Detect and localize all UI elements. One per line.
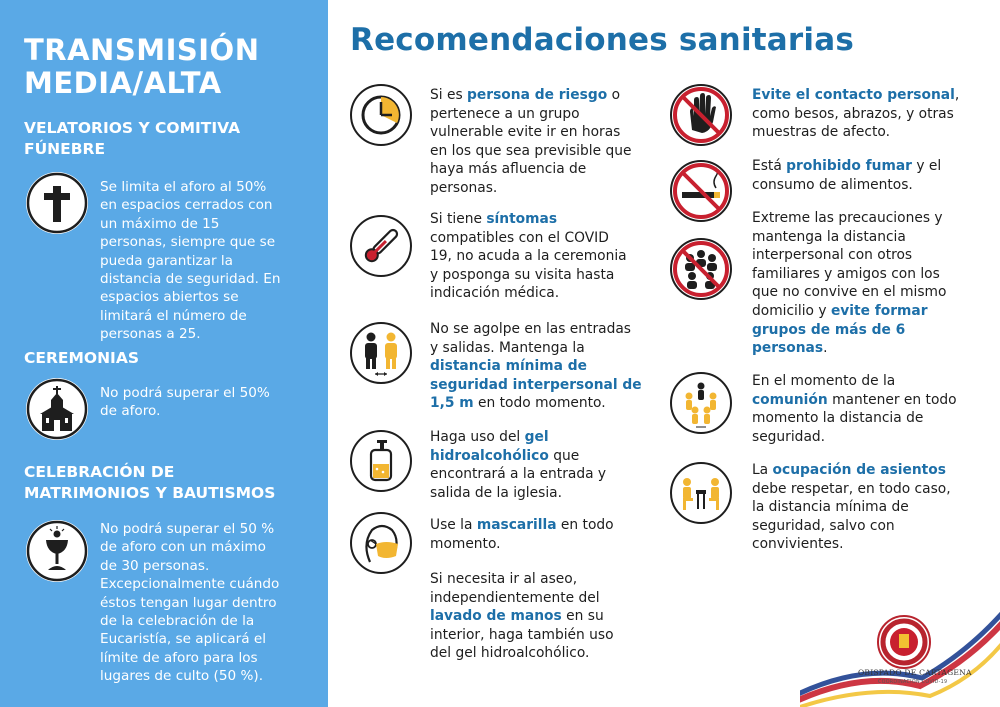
text-line (430, 142, 664, 161)
text-line: de aforo. (100, 403, 161, 420)
no-contact-icon (670, 84, 732, 146)
text-line (752, 391, 992, 410)
text-line: de 30 personas. (100, 557, 210, 574)
rec-text-fumar (752, 157, 992, 194)
text-line (752, 283, 992, 302)
text-line (430, 589, 664, 608)
rec-text-distancia (430, 320, 664, 413)
text-line (430, 284, 664, 303)
section-title-line2: MATRIMONIOS Y BAUTISMOS (24, 484, 276, 502)
text-line: limitará el número de (100, 307, 247, 324)
body-text: Use la (430, 517, 477, 533)
text-line (430, 394, 664, 413)
text-line: Se limita el aforo al 50% (100, 179, 267, 195)
text-line: en espacios cerrados con (100, 197, 273, 214)
text-line (430, 179, 664, 198)
body-text: mantenga la distancia (752, 228, 906, 245)
text-line (752, 302, 992, 321)
body-text: seguridad. (752, 428, 826, 445)
mask-icon (350, 512, 412, 574)
text-line (430, 339, 664, 358)
rec-text-contacto (752, 86, 992, 142)
body-text: familiares y amigos con los (752, 265, 940, 282)
no-smoking-icon (670, 160, 732, 222)
section-text-matrimonios (100, 520, 318, 686)
body-text: y salidas. Mantenga la (430, 339, 585, 356)
text-line (752, 105, 992, 124)
cross-icon (26, 172, 88, 234)
highlight-text: distancia mínima de (430, 358, 587, 375)
body-text: domicilio y (752, 302, 831, 319)
body-text: salida de la iglesia. (430, 484, 562, 501)
text-line (752, 498, 992, 517)
text-line: de aforo con un máximo (100, 539, 266, 556)
text-line (752, 428, 992, 447)
text-line: de la celebración de la (100, 613, 255, 630)
body-text: debe respetar, en todo caso, (752, 480, 951, 497)
text-line (430, 570, 664, 589)
text-line (430, 644, 664, 663)
text-line (430, 229, 664, 248)
left-panel (0, 0, 328, 707)
text-line: límite de aforo para los (100, 649, 258, 666)
text-line (752, 265, 992, 284)
section-text-velatorios (100, 178, 318, 344)
rec-text-sintomas (430, 210, 664, 303)
text-line (752, 372, 992, 391)
text-line (752, 321, 992, 340)
text-line (752, 209, 992, 228)
logo-name: OBISPADO DE CARTAGENA (858, 668, 972, 677)
text-line: pueda garantizar la (100, 252, 233, 269)
body-text: en todo (556, 517, 614, 533)
body-text: haya más afluencia de (430, 161, 587, 178)
body-text: pertenece a un grupo (430, 105, 580, 122)
body-text: . (823, 340, 828, 357)
text-line (752, 461, 992, 480)
section-title-line1: CELEBRACIÓN DE (24, 463, 175, 481)
clock-icon (350, 84, 412, 146)
highlight-text: comunión (752, 391, 828, 408)
text-line (752, 517, 992, 536)
rec-text-grupos (752, 209, 992, 358)
text-line (752, 123, 992, 142)
section-title-matrimonios (24, 462, 324, 504)
text-line: Eucaristía, se aplicará el (100, 631, 266, 648)
body-text: en todo momento. (473, 395, 606, 412)
panel-title (24, 34, 324, 100)
body-text: No se agolpe en las entradas (430, 321, 631, 337)
highlight-text: gel (524, 429, 549, 445)
text-line (430, 86, 664, 105)
page-title: Recomendaciones sanitarias (350, 22, 855, 58)
text-line: personas a 25. (100, 326, 201, 343)
body-text: Extreme las precauciones y (752, 210, 943, 226)
chalice-icon (26, 520, 88, 582)
church-icon (26, 378, 88, 440)
text-line (430, 465, 664, 484)
section-title-velatorios (24, 118, 324, 160)
text-line (430, 105, 664, 124)
section-title-line2: FÚNEBRE (24, 140, 106, 158)
text-line (430, 535, 664, 554)
body-text: Si tiene (430, 211, 487, 227)
text-line: personas, siempre que se (100, 234, 276, 251)
text-line (752, 157, 992, 176)
body-text: , (954, 87, 960, 103)
body-text: interpersonal con otros (752, 247, 913, 264)
body-text: y posponga su visita hasta (430, 266, 615, 283)
text-line (752, 535, 992, 554)
highlight-text: Evite el contacto personal (752, 87, 955, 103)
rec-text-mascarilla (430, 516, 664, 553)
text-line (430, 266, 664, 285)
panel-title-line1: TRANSMISIÓN (24, 33, 260, 67)
text-line: lugares de culto (50 %). (100, 668, 264, 685)
communion-icon (670, 372, 732, 434)
text-line (752, 176, 992, 195)
text-line (430, 210, 664, 229)
body-text: o (607, 87, 621, 103)
thermometer-icon (350, 215, 412, 277)
highlight-text: persona de riesgo (467, 87, 608, 103)
rec-text-riesgo (430, 86, 664, 198)
body-text: Si es (430, 87, 468, 103)
text-line: espacios abiertos se (100, 289, 239, 306)
body-text: muestras de afecto. (752, 124, 890, 141)
section-title-line1: CEREMONIAS (24, 349, 139, 367)
body-text: 19, no acuda a la ceremonia (430, 248, 627, 265)
body-text: encontrará a la entrada y (430, 466, 607, 483)
body-text: En el momento de la (752, 373, 896, 389)
text-line (752, 409, 992, 428)
highlight-text: síntomas (486, 211, 558, 227)
highlight-text: lavado de manos (430, 608, 562, 625)
text-line (752, 228, 992, 247)
text-line: Excepcionalmente cuándo (100, 576, 280, 593)
text-line (752, 246, 992, 265)
rec-text-asientos (752, 461, 992, 554)
body-text: compatibles con el COVID (430, 229, 609, 246)
rec-text-aseo (430, 570, 664, 663)
no-groups-icon (670, 238, 732, 300)
panel-title-line2: MEDIA/ALTA (24, 66, 222, 100)
text-line (430, 247, 664, 266)
distance-icon (350, 322, 412, 384)
body-text: seguridad, salvo con (752, 517, 895, 534)
highlight-text: prohibido fumar (786, 158, 912, 174)
text-line (430, 626, 664, 645)
body-text: La (752, 462, 773, 478)
section-title-line1: VELATORIOS Y COMITIVA (24, 119, 241, 137)
highlight-text: personas (752, 340, 824, 357)
text-line (430, 123, 664, 142)
body-text: interior, haga también uso (430, 626, 614, 643)
highlight-text: evite formar (830, 302, 928, 319)
text-line (430, 160, 664, 179)
text-line (430, 484, 664, 503)
highlight-text: seguridad interpersonal de (430, 376, 642, 393)
body-text: vulnerable evite ir en horas (430, 124, 621, 141)
body-text: Si necesita ir al aseo, (430, 571, 578, 587)
sanitizer-icon (350, 430, 412, 492)
body-text: y el (911, 158, 942, 174)
text-line (430, 320, 664, 339)
body-text: mantener en todo (827, 391, 957, 408)
body-text: en su (561, 608, 604, 625)
text-line (430, 607, 664, 626)
text-line (752, 339, 992, 358)
section-title-ceremonias (24, 348, 324, 369)
text-line: un máximo de 15 (100, 215, 220, 232)
text-line (752, 480, 992, 499)
text-line: No podrá superar el 50 % (100, 521, 275, 537)
seating-icon (670, 462, 732, 524)
section-text-ceremonias (100, 384, 318, 421)
highlight-text: 1,5 m (430, 395, 474, 412)
body-text: Haga uso del (430, 429, 525, 445)
body-text: en los que sea previsible que (430, 142, 632, 159)
body-text: personas. (430, 179, 498, 196)
text-line (430, 516, 664, 535)
body-text: que (548, 447, 580, 464)
body-text: momento. (430, 535, 501, 552)
highlight-text: hidroalcohólico (430, 447, 549, 464)
text-line (430, 376, 664, 395)
body-text: que no convive en el mismo (752, 284, 947, 301)
text-line: éstos tengan lugar dentro (100, 594, 277, 611)
highlight-text: ocupación de asientos (772, 462, 946, 478)
body-text: como besos, abrazos, y otras (752, 105, 954, 122)
body-text: la distancia mínima de (752, 499, 909, 516)
text-line (430, 357, 664, 376)
text-line (430, 447, 664, 466)
rec-text-gel (430, 428, 664, 502)
text-line: No podrá superar el 50% (100, 385, 270, 401)
highlight-text: mascarilla (476, 517, 557, 533)
body-text: convivientes. (752, 536, 844, 553)
text-line (752, 86, 992, 105)
highlight-text: grupos de más de 6 (752, 321, 906, 338)
text-line (430, 428, 664, 447)
logo-subtitle: COORDINACIÓN COVID-19 (878, 680, 948, 685)
body-text: del gel hidroalcohólico. (430, 645, 590, 662)
body-text: indicación médica. (430, 285, 560, 302)
diocese-logo (800, 600, 1000, 707)
body-text: momento la distancia de (752, 410, 924, 427)
body-text: Está (752, 158, 787, 174)
body-text: consumo de alimentos. (752, 176, 913, 193)
text-line: distancia de seguridad. En (100, 271, 281, 288)
body-text: independientemente del (430, 589, 600, 606)
rec-text-comunion (752, 372, 992, 446)
